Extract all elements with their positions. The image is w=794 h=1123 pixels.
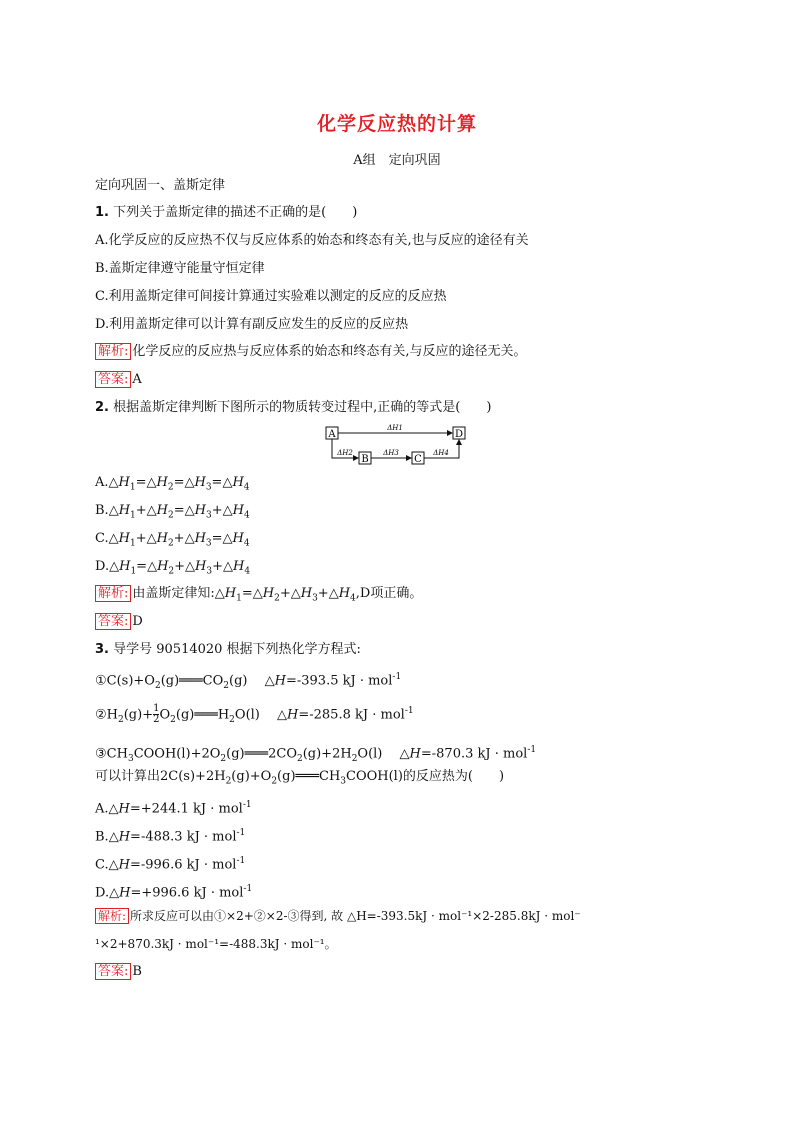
q3-stem-text: 导学号 90514020 根据下列热化学方程式: (113, 642, 361, 657)
node-a: A (328, 429, 336, 440)
analysis-tag: 解析: (95, 343, 131, 360)
q1-option-b: B.盖斯定律遵守能量守恒定律 (95, 261, 265, 276)
q3-equation-2: $②H_2(g)+$ $\frac{1}{2}$ $O_2(g)═══H_2O(l)$ △H=-285.8 kJ · mol$^{-1}$ (95, 703, 414, 726)
q2-option-b: $B.\triangle H_1+\triangle H_2=\triangle H_3+\triangle H_4$ (95, 503, 250, 521)
q2-answer-value: D (132, 614, 143, 629)
answer-tag: 答案: (95, 963, 131, 980)
node-b: B (361, 454, 369, 465)
answer-tag: 答案: (95, 371, 131, 388)
section-heading: 定向巩固一、盖斯定律 (95, 178, 226, 193)
q3-analysis: 解析: 所求反应可以由①×2+②×2-③得到, 故 △H=-393.5kJ · mol⁻¹×2-285.8kJ · mol⁻ (95, 908, 581, 924)
q1-answer (95, 372, 142, 388)
q2-option-d: $D.\triangle H_1=\triangle H_2+\triangle H_3+\triangle H_4$ (95, 559, 251, 577)
page-title: 化学反应热的计算 (316, 113, 477, 135)
q2-stem-text: 根据盖斯定律判断下图所示的物质转变过程中,正确的等式是( ) (113, 400, 492, 415)
q1-option-a: A.化学反应的反应热不仅与反应体系的始态和终态有关,也与反应的途径有关 (95, 233, 529, 248)
q2-analysis: 解析: 由盖斯定律知$:\triangle H_1=\triangle H_2+\triangle H_3+\triangle H_4,D$项正确。 (95, 586, 422, 607)
q1-stem (95, 205, 357, 221)
q1-option-c: C.利用盖斯定律可间接计算通过实验难以测定的反应的反应热 (95, 289, 447, 304)
q3-option-b: B.△H=-488.3 kJ · mol$^{-1}$ (95, 828, 246, 845)
q2-answer (95, 614, 143, 630)
q1-analysis-text: 化学反应的反应热与反应体系的始态和终态有关,与反应的途径无关。 (132, 344, 527, 359)
group-subtitle: A组 定向巩固 (353, 153, 441, 168)
q1-option-d: D.利用盖斯定律可以计算有副反应发生的反应的反应热 (95, 317, 409, 332)
q3-stem (95, 642, 361, 658)
label-dh3: ΔH3 (383, 449, 399, 457)
q2-number: 2. (95, 400, 109, 415)
q1-analysis (95, 344, 527, 360)
q3-answer (95, 964, 142, 980)
q3-stem-2: 可以计算出$2C(s)+2H_2(g)+O_2(g)═══CH_3COOH(l)$的反应热为( ) (95, 769, 505, 787)
q3-option-a: A.△H=+244.1 kJ · mol$^{-1}$ (95, 800, 252, 817)
q3-option-c: C.△H=-996.6 kJ · mol$^{-1}$ (95, 856, 246, 873)
label-dh4: ΔH4 (433, 449, 449, 457)
node-d: D (454, 429, 464, 440)
analysis-tag: 解析: (95, 585, 131, 602)
q3-equation-1: $①C(s)+O_2(g)═══CO_2(g)$ △H=-393.5 kJ · mol$^{-1}$ (95, 672, 402, 691)
q2-option-a: $A.\triangle H_1=\triangle H_2=\triangle H_3=\triangle H_4$ (95, 475, 250, 493)
q3-analysis-cont: ¹×2+870.3kJ · mol⁻¹=-488.3kJ · mol⁻¹。 (95, 937, 337, 951)
q1-stem-text: 下列关于盖斯定律的描述不正确的是( ) (113, 205, 358, 220)
label-dh1: ΔH1 (387, 424, 403, 432)
q3-number: 3. (95, 642, 109, 657)
q3-equation-3: $③CH_3COOH(l)+2O_2(g)═══2CO_2(g)+2H_2O(l)$ △H=-870.3 kJ · mol$^{-1}$ (95, 745, 537, 764)
q2-option-c: $C.\triangle H_1+\triangle H_2+\triangle H_3=\triangle H_4$ (95, 531, 250, 549)
analysis-tag: 解析: (95, 908, 129, 924)
label-dh2: ΔH2 (337, 449, 353, 457)
q1-answer-value: A (132, 372, 142, 387)
answer-tag: 答案: (95, 613, 131, 630)
q3-option-d: D.△H=+996.6 kJ · mol$^{-1}$ (95, 884, 253, 901)
hess-diagram (325, 424, 475, 468)
node-c: C (414, 454, 422, 465)
q3-answer-value: B (132, 964, 142, 979)
q2-stem (95, 400, 491, 416)
q1-number: 1. (95, 205, 109, 220)
